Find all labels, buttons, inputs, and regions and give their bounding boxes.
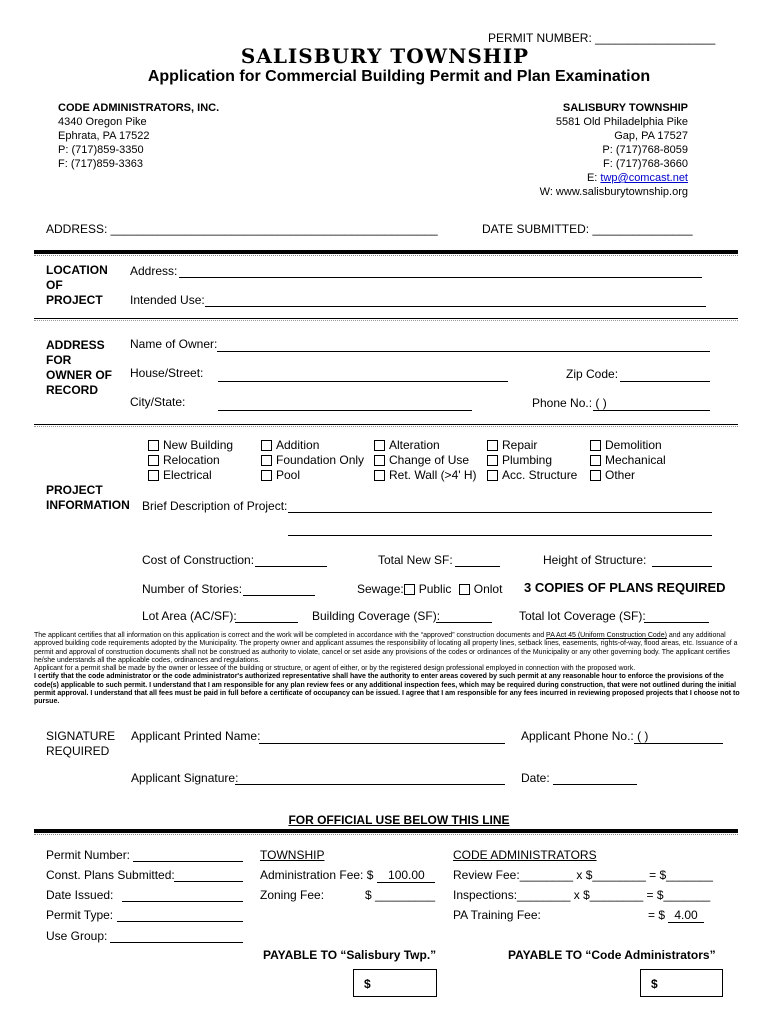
checkbox-box[interactable]: [487, 455, 498, 466]
brief-description-input-1[interactable]: [288, 500, 712, 513]
certification-paragraph-3: I certify that the code administrator or the code administrator's authorized representative shall have the authority to enter areas covered by such permit at any reasonable hour to enforce the provisions of the code(s) applicable to such permit. I understand that I am responsible for any plan review fees or any additional inspection fees, which may be required during construction, that were not outlined during the initial permit approval. I understand that all fees must be paid in full before a certificate of occupancy can be issued. I agree that I am responsible for any fees incurred in reviewing proposed projects that I choose not to pursue.: [34, 673, 740, 706]
permit-type-input[interactable]: [117, 909, 243, 922]
certification-text: [34, 632, 748, 707]
code-admin-city: Ephrata, PA 17522: [58, 130, 150, 142]
code-admin-fax: F: (717)859-3363: [58, 158, 143, 170]
applicant-phone-input[interactable]: [634, 731, 723, 744]
checkbox-label: Demolition: [605, 438, 662, 452]
owner-label-line-1: ADDRESS: [46, 338, 105, 352]
township-fax: F: (717)768-3660: [603, 158, 688, 170]
checkbox-box[interactable]: [590, 455, 601, 466]
signature-label-line-2: REQUIRED: [46, 744, 110, 758]
divider-thick: [34, 829, 738, 833]
checkbox-label: Electrical: [163, 468, 212, 482]
township-title: SALISBURY TOWNSHIP: [240, 44, 530, 68]
pa-act-45-reference: PA Act 45 (Uniform Construction Code): [546, 632, 667, 639]
township-street: 5581 Old Philadelphia Pike: [555, 116, 688, 128]
checkbox-plumbing[interactable]: [487, 453, 577, 468]
checkbox-relocation[interactable]: [148, 453, 233, 468]
project-label-line-2: INFORMATION: [46, 498, 130, 512]
signature-input[interactable]: [235, 772, 505, 785]
signature-date-input[interactable]: [553, 772, 637, 785]
code-admin-name: CODE ADMINISTRATORS, INC.: [58, 102, 220, 114]
divider: [34, 424, 738, 425]
checkbox-box[interactable]: [487, 440, 498, 451]
checkbox-box[interactable]: [261, 440, 272, 451]
checkbox-label: Alteration: [389, 438, 440, 452]
township-payment-box[interactable]: $: [353, 969, 437, 997]
checkbox-demolition[interactable]: [590, 438, 666, 453]
project-label-line-1: PROJECT: [46, 483, 103, 497]
date-issued-input[interactable]: [122, 889, 243, 902]
checkbox-col-3: [374, 438, 477, 483]
house-street-label: House/Street:: [130, 366, 204, 380]
cost-of-construction-input[interactable]: [255, 554, 327, 567]
location-label-line-2: OF: [46, 278, 63, 292]
payable-code-admin: PAYABLE TO “Code Administrators”: [508, 948, 716, 962]
house-street-input[interactable]: [218, 369, 508, 382]
checkbox-box[interactable]: [148, 470, 159, 481]
certification-paragraph-1: [34, 632, 748, 665]
brief-description-input-2[interactable]: [288, 523, 712, 536]
township-web: W: www.salisburytownship.org: [539, 186, 688, 198]
checkbox-acc-structure[interactable]: [487, 468, 577, 483]
total-new-sf-input[interactable]: [455, 554, 500, 567]
number-of-stories-input[interactable]: [243, 583, 315, 596]
intended-use-label: Intended Use:: [130, 293, 205, 307]
checkbox-sewage-onlot[interactable]: [459, 584, 470, 595]
owner-label-line-2: FOR: [46, 353, 72, 367]
cert-text: The applicant certifies that all information on this application is correct and the work will be completed in accordance with the “approved” construction documents and: [34, 632, 547, 639]
address-field[interactable]: ADDRESS: _________________________________________________: [46, 222, 438, 236]
date-issued-label: Date Issued:: [46, 888, 114, 902]
city-state-label: City/State:: [130, 395, 186, 409]
township-name: SALISBURY TOWNSHIP: [562, 102, 688, 114]
use-group-label: Use Group:: [46, 929, 108, 943]
signature-section-label: [46, 729, 115, 759]
divider-dotted: [34, 255, 738, 256]
checkbox-box[interactable]: [148, 440, 159, 451]
admin-fee-label: Administration Fee: $: [260, 868, 374, 882]
brief-description-label: Brief Description of Project:: [142, 499, 288, 513]
sewage-group: [357, 582, 502, 596]
location-address-input[interactable]: [179, 265, 702, 278]
checkbox-box[interactable]: [261, 455, 272, 466]
checkbox-label: Pool: [276, 468, 301, 482]
township-phone: P: (717)768-8059: [602, 144, 688, 156]
checkbox-col-4: [487, 438, 577, 483]
township-contact: [540, 101, 688, 199]
checkbox-label: New Building: [163, 438, 234, 452]
zip-code-input[interactable]: [620, 369, 710, 382]
township-city: Gap, PA 17527: [614, 130, 688, 142]
certification-paragraph-2: Applicant for a permit shall be made by the owner or lessee of the building or structure, or agent of either, or by the registered design professional employed in connection with the proposed work.: [34, 665, 636, 673]
cert-text: and any additional approved building code requirements adopted by the Municipality. The property owner and applicant assumes the responsibility of locating all property lines, setback lines, easements, rights-of-way, flood areas, etc. Issuance of a permit and approval of construction documents shall not be construed as authority to violate, cancel or set aside any provisions of the codes or ordinances of the Municipality or any other governing body. The applicant certifies he/she understands all the applicable codes, ordinances and regulations.: [34, 632, 738, 664]
checkbox-box[interactable]: [590, 440, 601, 451]
checkbox-col-2: [261, 438, 364, 483]
checkbox-box[interactable]: [487, 470, 498, 481]
code-admin-payment-box[interactable]: $: [640, 969, 723, 997]
checkbox-repair[interactable]: [487, 438, 577, 453]
number-of-stories-label: Number of Stories:: [142, 582, 243, 596]
checkbox-foundation-only[interactable]: [261, 453, 364, 468]
use-group-input[interactable]: [110, 930, 243, 943]
checkbox-other[interactable]: [590, 468, 666, 483]
checkbox-label: Change of Use: [389, 453, 470, 467]
inspections-row[interactable]: Inspections:________ x $________ = $_______: [453, 888, 711, 902]
township-email-link[interactable]: twp@comcast.net: [600, 172, 688, 184]
checkbox-label: Relocation: [163, 453, 220, 467]
const-plans-label: Const. Plans Submitted:: [46, 868, 175, 882]
owner-phone-label: Phone No.: ( ): [532, 396, 607, 410]
township-fees-heading: TOWNSHIP: [260, 848, 325, 862]
township-email-line: [540, 171, 688, 185]
checkbox-ret-wall[interactable]: [374, 468, 477, 483]
lot-area-label: Lot Area (AC/SF):: [142, 609, 237, 623]
copies-required-notice: 3 COPIES OF PLANS REQUIRED: [524, 580, 726, 595]
city-state-input[interactable]: [218, 398, 472, 411]
official-use-heading: FOR OFFICIAL USE BELOW THIS LINE: [288, 813, 510, 827]
checkbox-label: Mechanical: [605, 453, 666, 467]
owner-name-input[interactable]: [217, 339, 710, 352]
checkbox-box[interactable]: [374, 455, 385, 466]
checkbox-box[interactable]: [374, 470, 385, 481]
permit-number-input[interactable]: [133, 849, 243, 862]
printed-name-label: Applicant Printed Name:: [131, 729, 261, 743]
owner-label-line-4: RECORD: [46, 383, 99, 397]
divider-dotted: [34, 426, 738, 427]
signature-label: Applicant Signature:: [131, 771, 239, 785]
checkbox-label: Repair: [502, 438, 538, 452]
height-of-structure-input[interactable]: [652, 554, 712, 567]
permit-number-label: Permit Number:: [46, 848, 131, 862]
payable-township: PAYABLE TO “Salisbury Twp.”: [263, 948, 437, 962]
zoning-fee-label: Zoning Fee:: [260, 888, 325, 902]
permit-type-label: Permit Type:: [46, 908, 114, 922]
admin-fee-row: [260, 868, 435, 883]
height-of-structure-label: Height of Structure:: [543, 553, 647, 567]
printed-name-input[interactable]: [259, 731, 505, 744]
owner-section-label: [46, 338, 112, 398]
divider-dotted: [34, 320, 738, 321]
code-admin-phone: P: (717)859-3350: [58, 144, 144, 156]
code-admin-fees-heading: CODE ADMINISTRATORS: [453, 848, 597, 862]
checkbox-box[interactable]: [374, 440, 385, 451]
pa-training-fee-label: PA Training Fee:: [453, 908, 541, 922]
zoning-fee-input[interactable]: $ _________: [365, 888, 436, 902]
checkbox-electrical[interactable]: [148, 468, 233, 483]
total-lot-coverage-label: Total lot Coverage (SF):: [519, 609, 646, 623]
signature-label-line-1: SIGNATURE: [46, 729, 116, 743]
location-label-line-3: PROJECT: [46, 293, 103, 307]
intended-use-input[interactable]: [205, 294, 706, 307]
total-new-sf-label: Total New SF:: [378, 553, 453, 567]
checkbox-label: Foundation Only: [276, 453, 365, 467]
zip-code-label: Zip Code:: [566, 367, 619, 381]
checkbox-label: Addition: [276, 438, 320, 452]
pa-training-fee-value: 4.00: [668, 908, 704, 923]
lot-area-input[interactable]: [235, 610, 298, 623]
building-coverage-label: Building Coverage (SF):: [312, 609, 441, 623]
const-plans-input[interactable]: [174, 869, 243, 882]
email-prefix: E:: [586, 172, 601, 184]
divider: [34, 318, 738, 319]
sewage-public-label: Public: [418, 582, 452, 596]
checkbox-change-of-use[interactable]: [374, 453, 477, 468]
owner-name-label: Name of Owner:: [130, 337, 218, 351]
project-section-label: [46, 483, 130, 513]
admin-fee-value: 100.00: [377, 868, 435, 883]
checkbox-new-building[interactable]: [148, 438, 233, 453]
pa-training-fee-row: [648, 908, 704, 923]
location-address-label: Address:: [130, 264, 178, 278]
signature-date-label: Date:: [521, 771, 550, 785]
permit-number-header: PERMIT NUMBER: __________________: [488, 31, 716, 45]
pa-training-prefix: = $: [648, 908, 666, 922]
sewage-label: Sewage:: [357, 582, 404, 596]
divider-thick: [34, 250, 738, 254]
checkbox-sewage-public[interactable]: [404, 584, 415, 595]
checkbox-pool[interactable]: [261, 468, 364, 483]
total-lot-coverage-input[interactable]: [644, 610, 709, 623]
checkbox-alteration[interactable]: [374, 438, 477, 453]
date-submitted-field[interactable]: DATE SUBMITTED: _______________: [482, 222, 693, 236]
checkbox-box[interactable]: [590, 470, 601, 481]
divider-dotted: [34, 834, 738, 835]
form-title: Application for Commercial Building Permit and Plan Examination: [147, 68, 651, 85]
location-section-label: [46, 263, 108, 308]
cost-of-construction-label: Cost of Construction:: [142, 553, 255, 567]
review-fee-row[interactable]: Review Fee:________ x $________ = $_______: [453, 868, 713, 882]
checkbox-col-5: [590, 438, 666, 483]
checkbox-label: Ret. Wall (>4' H): [389, 468, 477, 482]
code-admin-contact: [58, 101, 219, 171]
checkbox-label: Plumbing: [502, 453, 553, 467]
building-coverage-input[interactable]: [436, 610, 492, 623]
checkbox-col-1: [148, 438, 233, 483]
checkbox-box[interactable]: [148, 455, 159, 466]
code-admin-street: 4340 Oregon Pike: [58, 116, 147, 128]
checkbox-addition[interactable]: [261, 438, 364, 453]
checkbox-label: Other: [605, 468, 636, 482]
applicant-phone-label: Applicant Phone No.: ( ): [521, 729, 649, 743]
checkbox-label: Acc. Structure: [502, 468, 578, 482]
sewage-onlot-label: Onlot: [473, 582, 503, 596]
owner-phone-input[interactable]: [593, 398, 710, 411]
checkbox-mechanical[interactable]: [590, 453, 666, 468]
location-label-line-1: LOCATION: [46, 263, 108, 277]
owner-label-line-3: OWNER OF: [46, 368, 112, 382]
checkbox-box[interactable]: [261, 470, 272, 481]
